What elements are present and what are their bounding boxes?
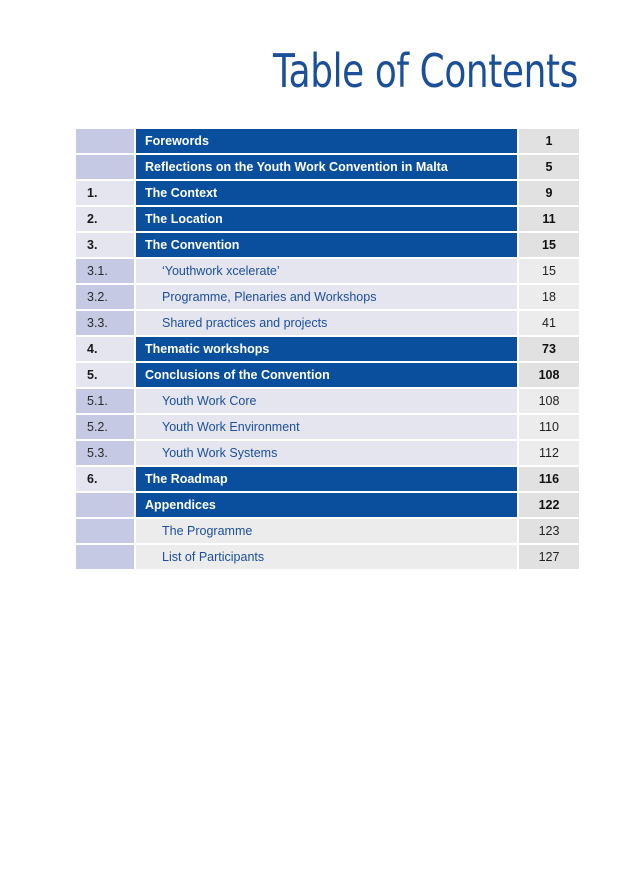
- toc-subsection-row[interactable]: [76, 519, 579, 543]
- toc-section-number: 2.: [76, 207, 134, 231]
- toc-subsection-row[interactable]: [76, 259, 579, 283]
- toc-section-number: 3.2.: [76, 285, 134, 309]
- toc-page-number: 11: [519, 207, 579, 231]
- toc-section-title[interactable]: Youth Work Systems: [136, 441, 517, 465]
- toc-page-number: 1: [519, 129, 579, 153]
- toc-chapter-row[interactable]: [76, 155, 579, 179]
- toc-section-number: 3.1.: [76, 259, 134, 283]
- toc-section-number: [76, 155, 134, 179]
- toc-chapter-row[interactable]: [76, 467, 579, 491]
- toc-section-title[interactable]: Conclusions of the Convention: [136, 363, 517, 387]
- toc-section-title[interactable]: Shared practices and projects: [136, 311, 517, 335]
- toc-section-number: 5.: [76, 363, 134, 387]
- toc-subsection-row[interactable]: [76, 389, 579, 413]
- toc-page-number: 116: [519, 467, 579, 491]
- toc-page-number: 110: [519, 415, 579, 439]
- toc-section-title[interactable]: Youth Work Core: [136, 389, 517, 413]
- toc-section-number: 5.1.: [76, 389, 134, 413]
- toc-page-number: 9: [519, 181, 579, 205]
- toc-subsection-row[interactable]: [76, 415, 579, 439]
- toc-chapter-row[interactable]: [76, 233, 579, 257]
- toc-section-number: 6.: [76, 467, 134, 491]
- toc-section-title[interactable]: Thematic workshops: [136, 337, 517, 361]
- toc-page-number: 127: [519, 545, 579, 569]
- toc-page-number: 108: [519, 363, 579, 387]
- toc-page-number: 123: [519, 519, 579, 543]
- table-of-contents: [76, 129, 579, 571]
- toc-page-number: 108: [519, 389, 579, 413]
- toc-section-number: [76, 545, 134, 569]
- toc-page-number: 15: [519, 259, 579, 283]
- toc-section-title[interactable]: The Convention: [136, 233, 517, 257]
- toc-page-number: 112: [519, 441, 579, 465]
- toc-section-title[interactable]: List of Participants: [136, 545, 517, 569]
- toc-section-title[interactable]: The Programme: [136, 519, 517, 543]
- toc-page-number: 18: [519, 285, 579, 309]
- toc-subsection-row[interactable]: [76, 545, 579, 569]
- toc-section-number: [76, 129, 134, 153]
- toc-section-number: 5.2.: [76, 415, 134, 439]
- toc-subsection-row[interactable]: [76, 311, 579, 335]
- toc-chapter-row[interactable]: [76, 493, 579, 517]
- toc-section-number: 3.: [76, 233, 134, 257]
- toc-section-title[interactable]: The Context: [136, 181, 517, 205]
- toc-section-title[interactable]: Appendices: [136, 493, 517, 517]
- toc-section-number: 5.3.: [76, 441, 134, 465]
- toc-section-number: [76, 519, 134, 543]
- toc-section-title[interactable]: Programme, Plenaries and Workshops: [136, 285, 517, 309]
- toc-page-number: 41: [519, 311, 579, 335]
- toc-section-number: [76, 493, 134, 517]
- toc-chapter-row[interactable]: [76, 129, 579, 153]
- toc-page-number: 15: [519, 233, 579, 257]
- toc-chapter-row[interactable]: [76, 337, 579, 361]
- toc-page-number: 5: [519, 155, 579, 179]
- toc-page-number: 122: [519, 493, 579, 517]
- toc-section-number: 4.: [76, 337, 134, 361]
- toc-section-title[interactable]: Youth Work Environment: [136, 415, 517, 439]
- toc-section-number: 1.: [76, 181, 134, 205]
- toc-section-title[interactable]: The Location: [136, 207, 517, 231]
- toc-page-number: 73: [519, 337, 579, 361]
- toc-subsection-row[interactable]: [76, 285, 579, 309]
- toc-section-title[interactable]: ‘Youthwork xcelerate’: [136, 259, 517, 283]
- toc-section-title[interactable]: Reflections on the Youth Work Convention in Malta: [136, 155, 517, 179]
- toc-chapter-row[interactable]: [76, 207, 579, 231]
- page-title: Table of Contents: [273, 44, 578, 98]
- toc-section-title[interactable]: The Roadmap: [136, 467, 517, 491]
- toc-chapter-row[interactable]: [76, 181, 579, 205]
- toc-chapter-row[interactable]: [76, 363, 579, 387]
- toc-section-title[interactable]: Forewords: [136, 129, 517, 153]
- toc-section-number: 3.3.: [76, 311, 134, 335]
- toc-subsection-row[interactable]: [76, 441, 579, 465]
